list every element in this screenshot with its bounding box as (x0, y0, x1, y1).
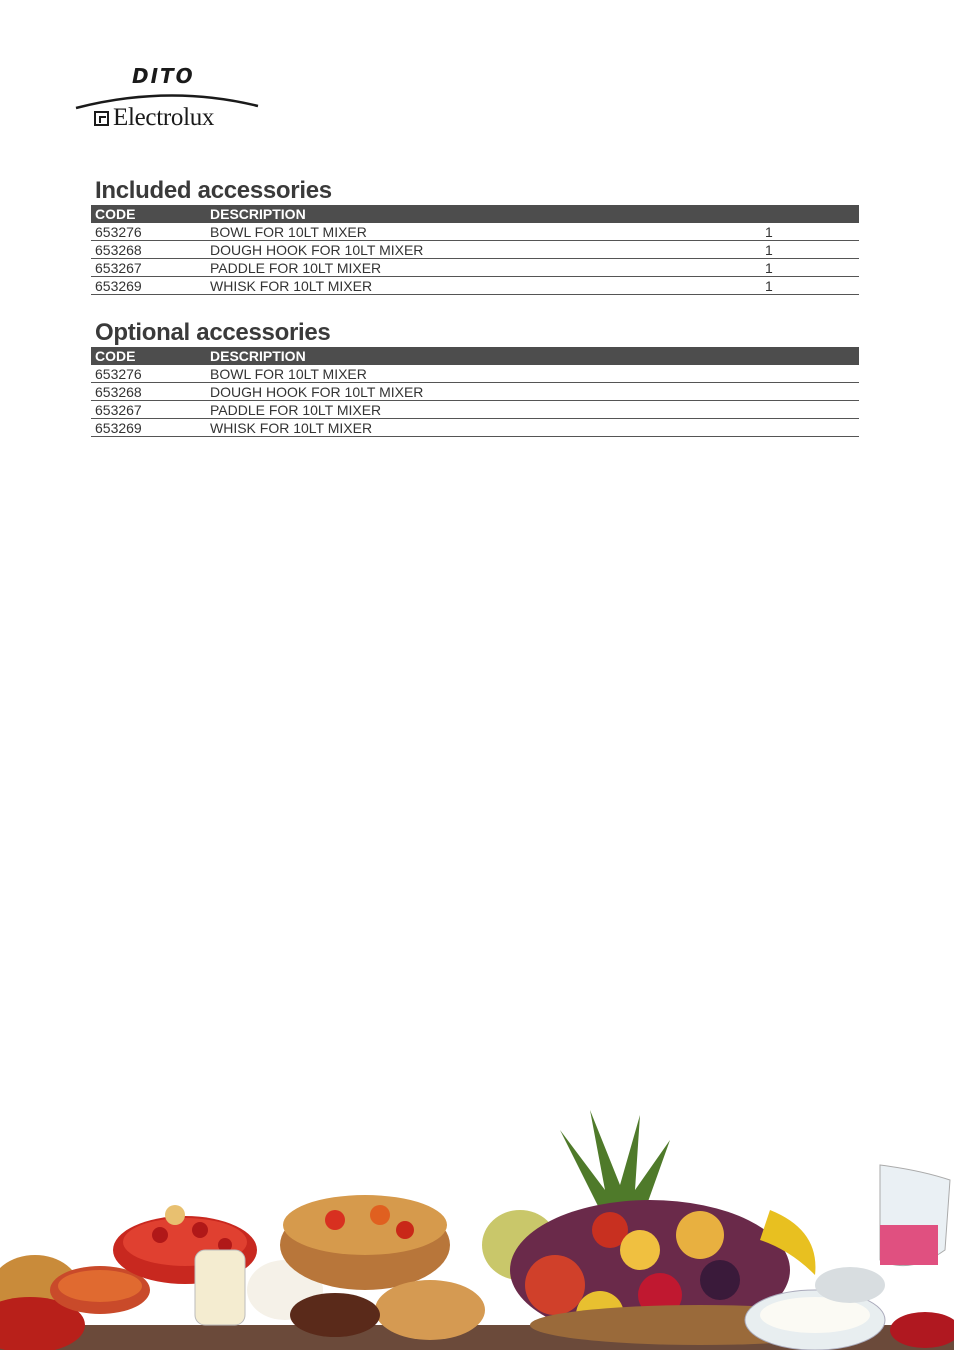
table-row (91, 401, 859, 419)
optional-table-header (91, 347, 859, 365)
row-code: 653276 (95, 224, 142, 240)
optional-accessories-section (91, 319, 859, 437)
row-description: BOWL FOR 10LT MIXER (210, 366, 367, 382)
header-description: DESCRIPTION (210, 348, 306, 364)
dito-wordmark: DITO (132, 64, 195, 88)
row-code: 653267 (95, 260, 142, 276)
included-table-header (91, 205, 859, 223)
row-code: 653267 (95, 402, 142, 418)
row-quantity: 1 (765, 260, 773, 276)
electrolux-dito-logo (74, 64, 264, 134)
table-row (91, 277, 859, 295)
row-description: DOUGH HOOK FOR 10LT MIXER (210, 242, 424, 258)
table-row (91, 241, 859, 259)
row-description: BOWL FOR 10LT MIXER (210, 224, 367, 240)
optional-accessories-title: Optional accessories (95, 319, 331, 346)
row-quantity: 1 (765, 278, 773, 294)
electrolux-mark-icon (94, 111, 109, 126)
table-row (91, 259, 859, 277)
included-accessories-section (91, 177, 859, 295)
row-code: 653268 (95, 384, 142, 400)
row-code: 653269 (95, 420, 142, 436)
row-description: PADDLE FOR 10LT MIXER (210, 260, 382, 276)
table-row (91, 419, 859, 437)
row-code: 653269 (95, 278, 142, 294)
row-quantity: 1 (765, 224, 773, 240)
row-description: PADDLE FOR 10LT MIXER (210, 402, 382, 418)
row-description: WHISK FOR 10LT MIXER (210, 278, 373, 294)
food-buffet-image (0, 1100, 954, 1350)
row-quantity: 1 (765, 242, 773, 258)
table-row (91, 365, 859, 383)
row-description: DOUGH HOOK FOR 10LT MIXER (210, 384, 424, 400)
electrolux-wordmark (94, 104, 214, 132)
brand-name: Electrolux (113, 104, 215, 131)
included-accessories-title: Included accessories (95, 177, 332, 204)
row-code: 653276 (95, 366, 142, 382)
header-code: CODE (95, 348, 136, 364)
table-row (91, 383, 859, 401)
row-description: WHISK FOR 10LT MIXER (210, 420, 373, 436)
header-code: CODE (95, 206, 136, 222)
table-row (91, 223, 859, 241)
header-description: DESCRIPTION (210, 206, 306, 222)
row-code: 653268 (95, 242, 142, 258)
